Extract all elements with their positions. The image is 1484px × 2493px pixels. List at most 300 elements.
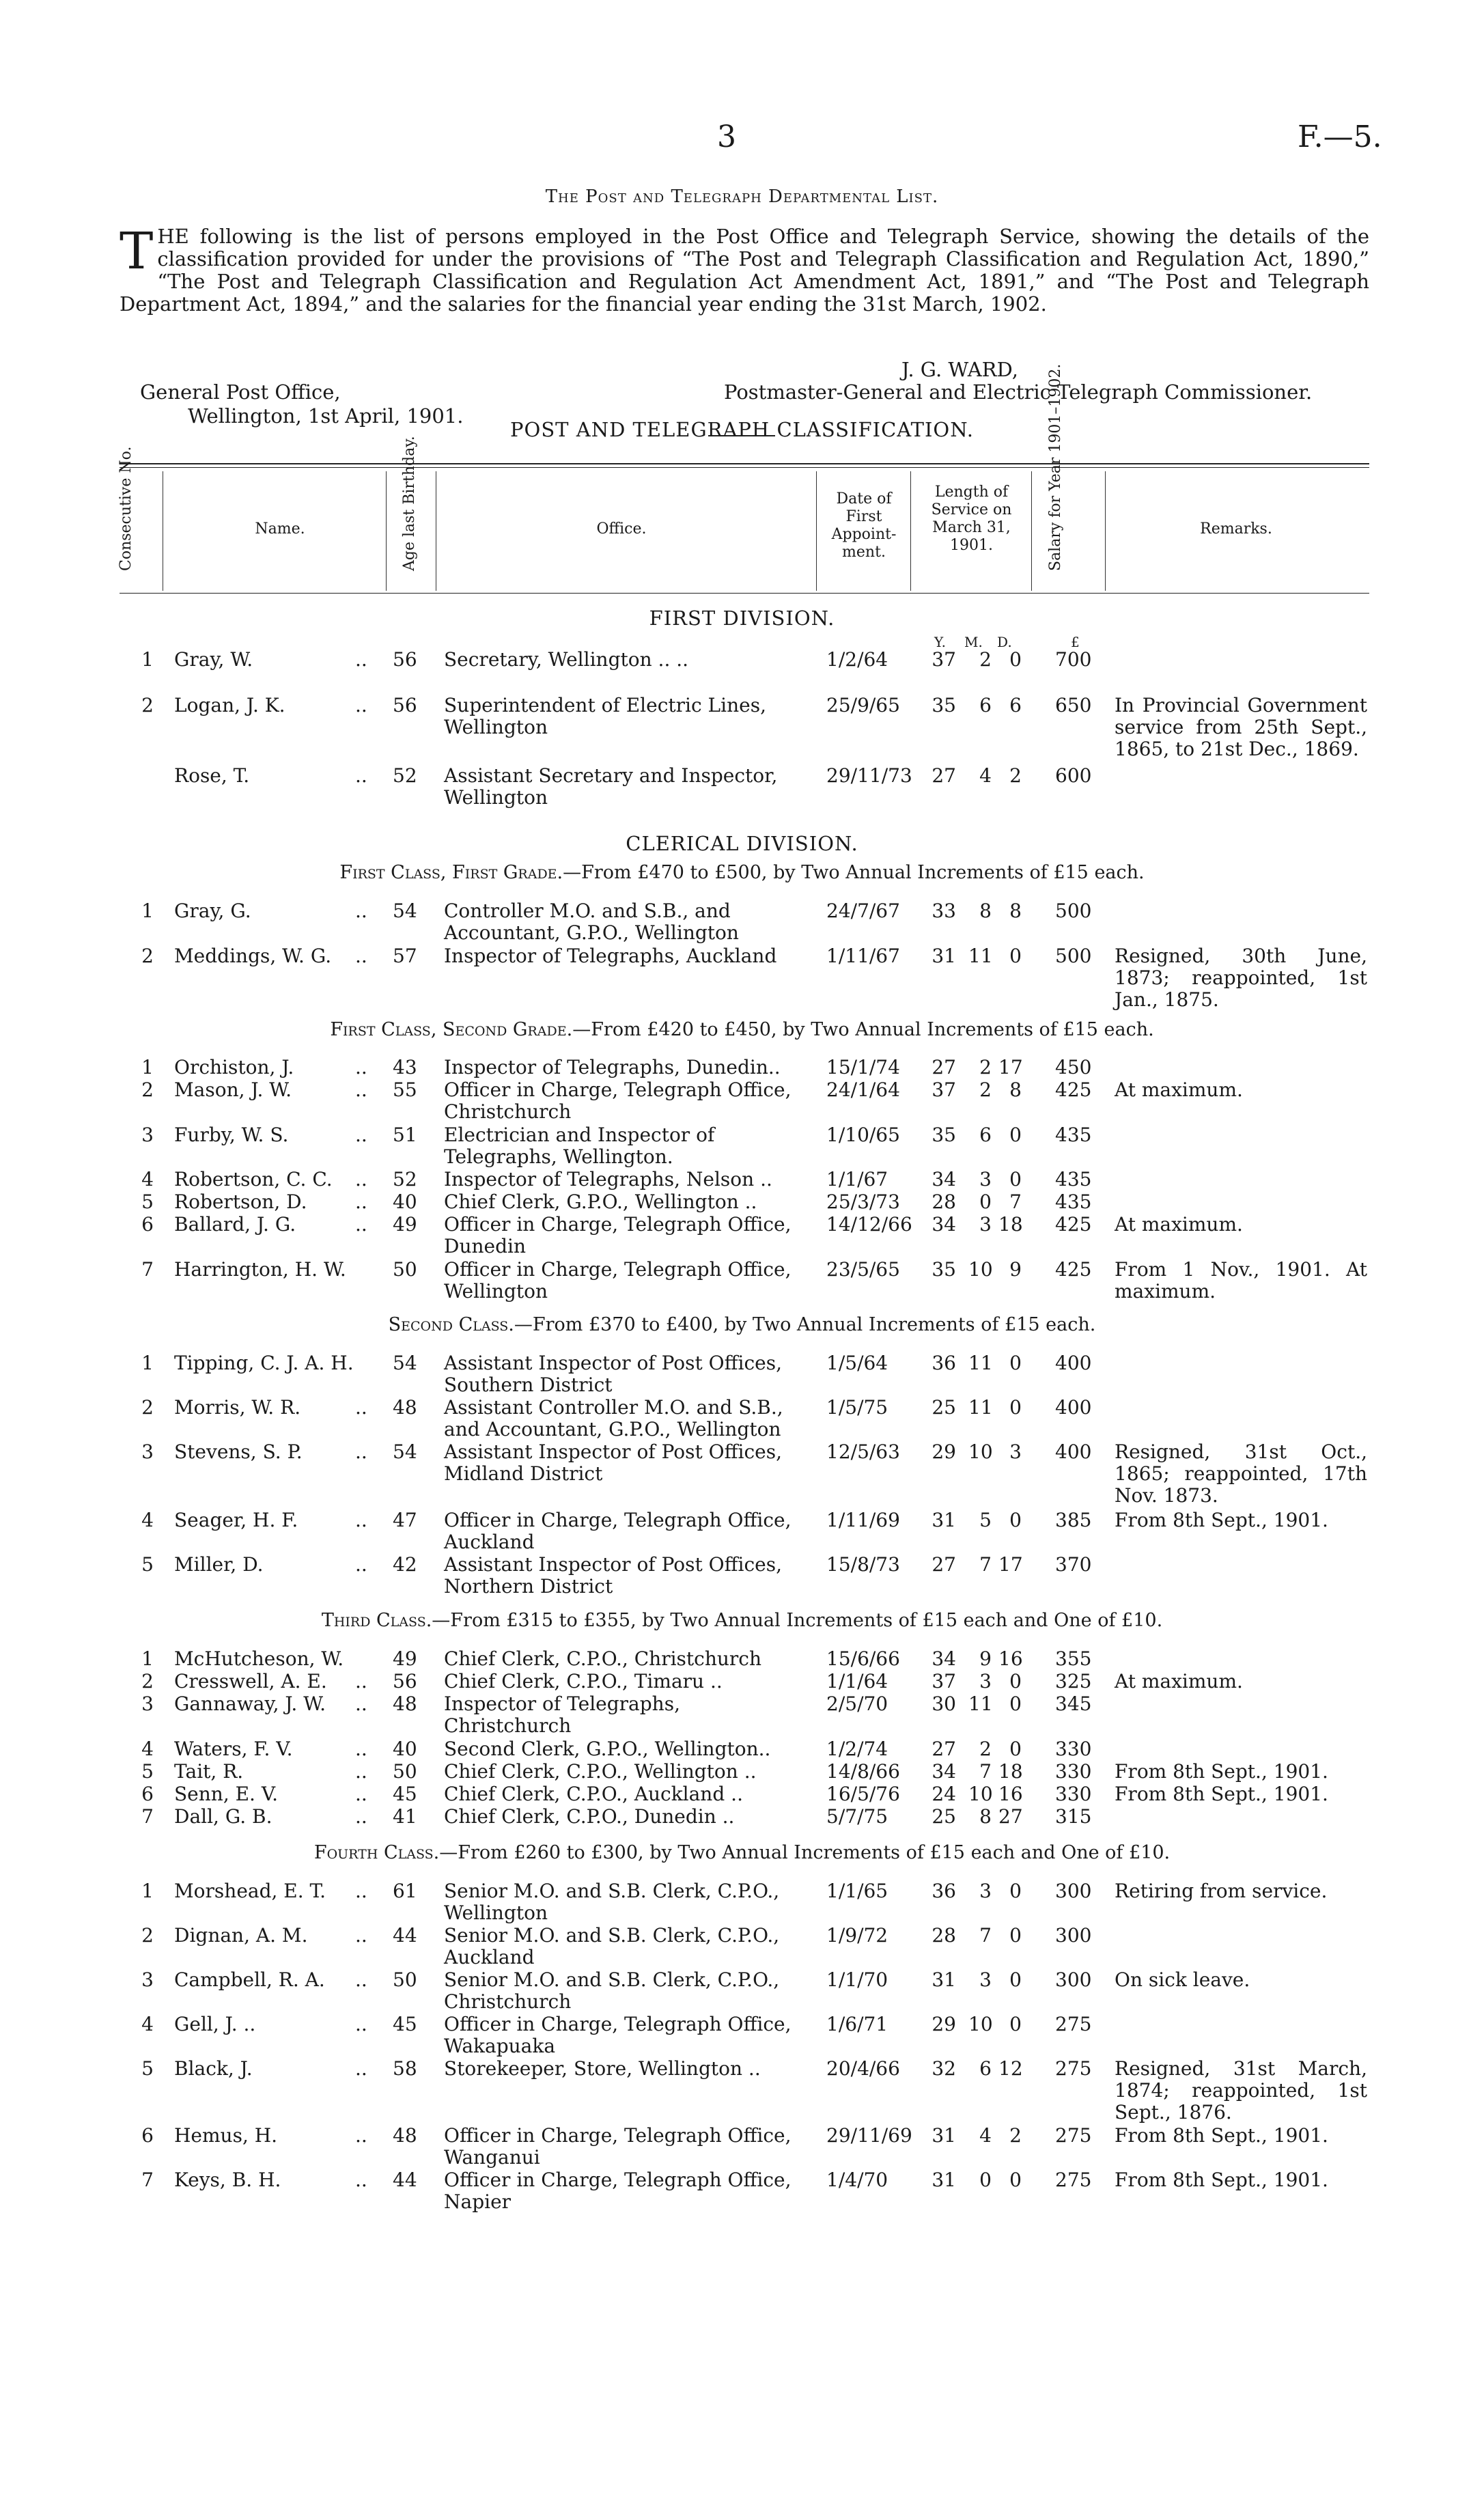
salary: 330 — [1055, 1738, 1092, 1760]
employee-name: Gray, G. — [174, 900, 251, 922]
employee-age: 48 — [393, 1396, 417, 1419]
leader-dots: .. — [355, 1396, 367, 1419]
row-number: 2 — [141, 1924, 154, 1947]
salary: 435 — [1055, 1124, 1092, 1146]
appointment-date: 23/5/65 — [826, 1258, 900, 1281]
row-number: 2 — [141, 1670, 154, 1693]
remarks: On sick leave. — [1115, 1968, 1250, 1991]
leader-dots: .. — [355, 1078, 367, 1101]
leader-dots: .. — [355, 1190, 367, 1213]
salary: 300 — [1055, 1924, 1092, 1947]
service-days: 0 — [1009, 1880, 1022, 1902]
row-number: 7 — [141, 2169, 154, 2191]
employee-age: 43 — [393, 1056, 417, 1078]
class-salary-range: —From £470 to £500, by Two Annual Increments of £15 each. — [563, 862, 1145, 883]
service-days: 8 — [1009, 900, 1022, 922]
employee-name: Robertson, C. C. — [174, 1168, 333, 1190]
row-number: 7 — [141, 1258, 154, 1281]
remarks: From 8th Sept., 1901. — [1115, 2169, 1328, 2191]
employee-age: 52 — [393, 1168, 417, 1190]
salary: 300 — [1055, 1968, 1092, 1991]
appointment-date: 1/2/74 — [826, 1738, 888, 1760]
row-number: 7 — [141, 1805, 154, 1828]
appointment-date: 2/5/70 — [826, 1693, 888, 1715]
section-title: FIRST DIVISION. — [649, 607, 835, 630]
service-days: 7 — [1009, 1190, 1022, 1213]
salary: 425 — [1055, 1213, 1092, 1236]
service-days: 16 — [998, 1783, 1023, 1805]
leader-dots: .. — [355, 648, 367, 671]
service-years: 30 — [932, 1693, 956, 1715]
leader-dots: .. — [355, 1805, 367, 1828]
row-number: 4 — [141, 1168, 154, 1190]
appointment-date: 29/11/69 — [826, 2124, 912, 2147]
leader-dots: .. — [355, 1213, 367, 1236]
leader-dots: .. — [355, 1670, 367, 1693]
salary: 345 — [1055, 1693, 1092, 1715]
leader-dots: .. — [355, 694, 367, 716]
service-days: 9 — [1009, 1258, 1022, 1281]
service-months: 3 — [979, 1213, 992, 1236]
service-days: 12 — [998, 2057, 1023, 2080]
employee-age: 58 — [393, 2057, 417, 2080]
unit-months: M. — [964, 634, 983, 650]
employee-name: Robertson, D. — [174, 1190, 307, 1213]
employee-office: Officer in Charge, Telegraph Office, Dunedin — [444, 1213, 792, 1257]
service-days: 17 — [998, 1553, 1023, 1576]
classification-title: POST AND TELEGRAPH CLASSIFICATION. — [510, 418, 974, 441]
column-rule — [386, 471, 387, 591]
class-salary-range: —From £420 to £450, by Two Annual Increments of £15 each. — [572, 1019, 1154, 1040]
salary: 450 — [1055, 1056, 1092, 1078]
service-months: 11 — [968, 1396, 993, 1419]
appointment-date: 14/8/66 — [826, 1760, 900, 1783]
employee-office: Second Clerk, G.P.O., Wellington.. — [444, 1738, 771, 1760]
signatory-office: General Post Office, — [140, 380, 341, 404]
employee-name: Logan, J. K. — [174, 694, 285, 716]
employee-name: Tait, R. — [174, 1760, 244, 1783]
employee-age: 40 — [393, 1738, 417, 1760]
remarks: Retiring from service. — [1115, 1880, 1328, 1902]
appointment-date: 1/11/69 — [826, 1509, 900, 1531]
salary: 325 — [1055, 1670, 1092, 1693]
employee-age: 55 — [393, 1078, 417, 1101]
class-subtitle — [0, 1842, 1484, 1863]
service-years: 29 — [932, 2013, 956, 2035]
employee-office: Superintendent of Electric Lines, Wellington — [444, 694, 766, 738]
leader-dots: .. — [355, 1924, 367, 1947]
employee-age: 45 — [393, 1783, 417, 1805]
employee-age: 42 — [393, 1553, 417, 1576]
salary: 400 — [1055, 1352, 1092, 1374]
employee-office: Senior M.O. and S.B. Clerk, C.P.O., Christchurch — [444, 1968, 780, 2013]
service-days: 16 — [998, 1647, 1023, 1670]
employee-age: 40 — [393, 1190, 417, 1213]
class-subtitle — [0, 1019, 1484, 1040]
col-header-length: Length of Service on March 31, 1901. — [931, 484, 1012, 554]
remarks: Resigned, 31st Oct., 1865; reappointed, 17th Nov. 1873. — [1115, 1440, 1367, 1507]
service-months: 5 — [979, 1509, 992, 1531]
col-header-remarks: Remarks. — [1200, 520, 1272, 538]
employee-office: Inspector of Telegraphs, Christchurch — [444, 1693, 680, 1737]
service-days: 0 — [1009, 1670, 1022, 1693]
employee-age: 54 — [393, 900, 417, 922]
appointment-date: 1/9/72 — [826, 1924, 888, 1947]
row-number: 2 — [141, 1396, 154, 1419]
salary: 500 — [1055, 900, 1092, 922]
unit-days: D. — [997, 634, 1012, 650]
row-number: 6 — [141, 1783, 154, 1805]
employee-name: Mason, J. W. — [174, 1078, 292, 1101]
row-number: 5 — [141, 1760, 154, 1783]
service-months: 3 — [979, 1968, 992, 1991]
service-days: 17 — [998, 1056, 1023, 1078]
appointment-date: 24/1/64 — [826, 1078, 900, 1101]
row-number: 1 — [141, 1880, 154, 1902]
class-name: First Class, Second Grade. — [330, 1019, 573, 1040]
service-months: 7 — [979, 1924, 992, 1947]
employee-age: 41 — [393, 1805, 417, 1828]
row-number: 3 — [141, 1968, 154, 1991]
appointment-date: 14/12/66 — [826, 1213, 912, 1236]
service-years: 32 — [932, 2057, 956, 2080]
employee-name: Harrington, H. W. — [174, 1258, 346, 1281]
col-header-name: Name. — [255, 520, 305, 538]
service-years: 27 — [932, 1056, 956, 1078]
service-years: 31 — [932, 1509, 956, 1531]
row-number: 1 — [141, 1352, 154, 1374]
employee-name: Gannaway, J. W. — [174, 1693, 326, 1715]
row-number: 1 — [141, 1647, 154, 1670]
salary: 275 — [1055, 2013, 1092, 2035]
employee-age: 50 — [393, 1258, 417, 1281]
service-days: 0 — [1009, 1396, 1022, 1419]
service-months: 10 — [968, 2013, 993, 2035]
remarks: From 8th Sept., 1901. — [1115, 1783, 1328, 1805]
service-months: 3 — [979, 1670, 992, 1693]
remarks: Resigned, 31st March, 1874; reappointed, 1st Sept., 1876. — [1115, 2057, 1367, 2123]
appointment-date: 1/11/67 — [826, 945, 900, 967]
employee-name: Keys, B. H. — [174, 2169, 281, 2191]
table-top-rule-inner — [120, 467, 1369, 468]
class-name: Second Class. — [388, 1314, 514, 1335]
service-years: 31 — [932, 1968, 956, 1991]
service-months: 2 — [979, 1056, 992, 1078]
signature-date: Wellington, 1st April, 1901. — [188, 404, 464, 428]
service-days: 0 — [1009, 1509, 1022, 1531]
service-days: 0 — [1009, 1968, 1022, 1991]
employee-age: 54 — [393, 1440, 417, 1463]
leader-dots: .. — [355, 1440, 367, 1463]
appointment-date: 1/10/65 — [826, 1124, 900, 1146]
employee-office: Officer in Charge, Telegraph Office, Wanganui — [444, 2124, 792, 2169]
signatory-name: J. G. WARD, — [901, 358, 1018, 381]
service-years: 25 — [932, 1805, 956, 1828]
service-months: 3 — [979, 1168, 992, 1190]
service-months: 6 — [979, 2057, 992, 2080]
col-header-date: Date of First Appoint-ment. — [831, 490, 897, 561]
leader-dots: .. — [355, 1124, 367, 1146]
appointment-date: 25/3/73 — [826, 1190, 900, 1213]
col-header-office: Office. — [596, 520, 647, 538]
service-days: 0 — [1009, 945, 1022, 967]
appointment-date: 1/6/71 — [826, 2013, 888, 2035]
employee-office: Officer in Charge, Telegraph Office, Napier — [444, 2169, 792, 2213]
employee-office: Inspector of Telegraphs, Auckland — [444, 945, 777, 967]
salary: 500 — [1055, 945, 1092, 967]
leader-dots: .. — [355, 1783, 367, 1805]
service-days: 0 — [1009, 648, 1022, 671]
service-months: 6 — [979, 1124, 992, 1146]
salary: 330 — [1055, 1783, 1092, 1805]
service-months: 0 — [979, 1190, 992, 1213]
service-months: 8 — [979, 1805, 992, 1828]
service-days: 6 — [1009, 694, 1022, 716]
service-days: 0 — [1009, 1738, 1022, 1760]
employee-name: Morris, W. R. — [174, 1396, 301, 1419]
page-number: 3 — [717, 120, 736, 154]
remarks: From 8th Sept., 1901. — [1115, 1509, 1328, 1531]
appointment-date: 1/5/75 — [826, 1396, 888, 1419]
appointment-date: 16/5/76 — [826, 1783, 900, 1805]
employee-name: Tipping, C. J. A. H. — [174, 1352, 354, 1374]
employee-office: Senior M.O. and S.B. Clerk, C.P.O., Auckland — [444, 1924, 780, 1968]
service-years: 27 — [932, 1553, 956, 1576]
service-years: 28 — [932, 1924, 956, 1947]
service-years: 34 — [932, 1213, 956, 1236]
service-years: 34 — [932, 1760, 956, 1783]
service-months: 9 — [979, 1647, 992, 1670]
col-header-age: Age last Birthday. — [401, 436, 418, 571]
appointment-date: 24/7/67 — [826, 900, 900, 922]
service-years: 27 — [932, 764, 956, 787]
appointment-date: 15/8/73 — [826, 1553, 900, 1576]
salary: 370 — [1055, 1553, 1092, 1576]
appointment-date: 5/7/75 — [826, 1805, 888, 1828]
salary: 275 — [1055, 2169, 1092, 2191]
salary: 385 — [1055, 1509, 1092, 1531]
leader-dots: .. — [355, 1738, 367, 1760]
document-reference: F.—5. — [1298, 120, 1382, 154]
service-days: 0 — [1009, 1693, 1022, 1715]
leader-dots: .. — [355, 1056, 367, 1078]
employee-name: Dall, G. B. — [174, 1805, 272, 1828]
employee-office: Inspector of Telegraphs, Nelson .. — [444, 1168, 772, 1190]
appointment-date: 25/9/65 — [826, 694, 900, 716]
service-months: 2 — [979, 1078, 992, 1101]
employee-age: 49 — [393, 1213, 417, 1236]
employee-age: 49 — [393, 1647, 417, 1670]
drop-cap: T — [120, 222, 154, 281]
service-months: 0 — [979, 2169, 992, 2191]
service-months: 10 — [968, 1783, 993, 1805]
appointment-date: 1/1/67 — [826, 1168, 888, 1190]
employee-office: Assistant Inspector of Post Offices, Midland District — [444, 1440, 782, 1485]
service-years: 31 — [932, 2169, 956, 2191]
row-number: 3 — [141, 1693, 154, 1715]
service-years: 31 — [932, 945, 956, 967]
employee-age: 56 — [393, 648, 417, 671]
employee-age: 56 — [393, 694, 417, 716]
class-salary-range: —From £260 to £300, by Two Annual Increments of £15 each and One of £10. — [439, 1842, 1171, 1863]
row-number: 4 — [141, 1509, 154, 1531]
appointment-date: 12/5/63 — [826, 1440, 900, 1463]
service-years: 36 — [932, 1352, 956, 1374]
service-years: 37 — [932, 1670, 956, 1693]
section-title: CLERICAL DIVISION. — [626, 832, 858, 855]
employee-office: Officer in Charge, Telegraph Office, Christchurch — [444, 1078, 792, 1123]
service-months: 6 — [979, 694, 992, 716]
employee-office: Officer in Charge, Telegraph Office, Wakapuaka — [444, 2013, 792, 2057]
intro-text: HE following is the list of persons employed in the Post Office and Telegraph Service, showing the details of the classification provided for under the provisions of “The Post and Telegraph Classification and Regulation Act, 1890,” “The Post and Telegraph Classification and Regulation Act Amendment Act, 1891,” and “The Post and Telegraph Department Act, 1894,” and the salaries for the financial year ending the 31st March, 1902. — [120, 225, 1369, 316]
service-days: 0 — [1009, 2013, 1022, 2035]
employee-office: Senior M.O. and S.B. Clerk, C.P.O., Wellington — [444, 1880, 780, 1924]
salary: 300 — [1055, 1880, 1092, 1902]
leader-dots: .. — [355, 2013, 367, 2035]
column-rule — [910, 471, 911, 591]
column-rule — [1105, 471, 1106, 591]
employee-office: Storekeeper, Store, Wellington .. — [444, 2057, 761, 2080]
class-name: Fourth Class. — [313, 1842, 440, 1863]
employee-name: Gell, J. .. — [174, 2013, 256, 2035]
service-months: 7 — [979, 1553, 992, 1576]
row-number: 5 — [141, 1190, 154, 1213]
appointment-date: 1/2/64 — [826, 648, 888, 671]
appointment-date: 29/11/73 — [826, 764, 912, 787]
employee-age: 56 — [393, 1670, 417, 1693]
employee-age: 52 — [393, 764, 417, 787]
unit-pound: £ — [1071, 634, 1080, 650]
intro-paragraph — [120, 222, 1369, 316]
employee-office: Inspector of Telegraphs, Dunedin.. — [444, 1056, 781, 1078]
employee-name: Furby, W. S. — [174, 1124, 289, 1146]
salary: 435 — [1055, 1190, 1092, 1213]
employee-age: 61 — [393, 1880, 417, 1902]
employee-name: Dignan, A. M. — [174, 1924, 308, 1947]
employee-office: Assistant Controller M.O. and S.B., and Accountant, G.P.O., Wellington — [444, 1396, 783, 1440]
employee-name: Gray, W. — [174, 648, 253, 671]
employee-name: Rose, T. — [174, 764, 250, 787]
employee-name: Stevens, S. P. — [174, 1440, 303, 1463]
remarks: From 8th Sept., 1901. — [1115, 2124, 1328, 2147]
employee-name: Seager, H. F. — [174, 1509, 298, 1531]
service-days: 0 — [1009, 2169, 1022, 2191]
employee-name: Campbell, R. A. — [174, 1968, 325, 1991]
service-years: 37 — [932, 1078, 956, 1101]
employee-office: Electrician and Inspector of Telegraphs, Wellington. — [444, 1124, 715, 1168]
signatory-title: Postmaster-General and Electric Telegraph Commissioner. — [724, 380, 1313, 404]
row-number: 1 — [141, 900, 154, 922]
employee-office: Officer in Charge, Telegraph Office, Auckland — [444, 1509, 792, 1553]
appointment-date: 1/1/64 — [826, 1670, 888, 1693]
employee-age: 47 — [393, 1509, 417, 1531]
employee-office: Assistant Inspector of Post Offices, Northern District — [444, 1553, 782, 1598]
leader-dots: .. — [355, 1509, 367, 1531]
row-number: 4 — [141, 2013, 154, 2035]
appointment-date: 1/4/70 — [826, 2169, 888, 2191]
service-months: 2 — [979, 1738, 992, 1760]
employee-age: 50 — [393, 1760, 417, 1783]
service-months: 8 — [979, 900, 992, 922]
class-salary-range: —From £370 to £400, by Two Annual Increments of £15 each. — [514, 1314, 1096, 1335]
service-months: 10 — [968, 1440, 993, 1463]
appointment-date: 1/5/64 — [826, 1352, 888, 1374]
employee-office: Assistant Secretary and Inspector, Wellington — [444, 764, 778, 809]
appointment-date: 15/1/74 — [826, 1056, 900, 1078]
service-months: 4 — [979, 764, 992, 787]
service-months: 4 — [979, 2124, 992, 2147]
row-number: 6 — [141, 2124, 154, 2147]
employee-age: 54 — [393, 1352, 417, 1374]
employee-name: Cresswell, A. E. — [174, 1670, 327, 1693]
employee-name: Senn, E. V. — [174, 1783, 279, 1805]
row-number: 5 — [141, 2057, 154, 2080]
leader-dots: .. — [355, 2124, 367, 2147]
remarks: From 1 Nov., 1901. At maximum. — [1115, 1258, 1367, 1303]
table-top-rule — [120, 463, 1369, 464]
employee-office: Chief Clerk, C.P.O., Wellington .. — [444, 1760, 757, 1783]
service-days: 18 — [998, 1760, 1023, 1783]
table-header-rule — [120, 593, 1369, 594]
leader-dots: .. — [355, 900, 367, 922]
salary: 650 — [1055, 694, 1092, 716]
service-days: 3 — [1009, 1440, 1022, 1463]
class-subtitle — [0, 1314, 1484, 1335]
row-number: 3 — [141, 1124, 154, 1146]
service-months: 11 — [968, 1352, 993, 1374]
employee-office: Chief Clerk, C.P.O., Auckland .. — [444, 1783, 743, 1805]
column-rule — [1031, 471, 1032, 591]
appointment-date: 20/4/66 — [826, 2057, 900, 2080]
remarks: In Provincial Government service from 25th Sept., 1865, to 21st Dec., 1869. — [1115, 694, 1367, 760]
employee-office: Officer in Charge, Telegraph Office, Wellington — [444, 1258, 792, 1303]
class-salary-range: —From £315 to £355, by Two Annual Increments of £15 each and One of £10. — [432, 1610, 1163, 1631]
employee-name: Black, J. — [174, 2057, 253, 2080]
row-number: 2 — [141, 694, 154, 716]
employee-age: 45 — [393, 2013, 417, 2035]
employee-office: Controller M.O. and S.B., and Accountant, G.P.O., Wellington — [444, 900, 739, 944]
service-days: 2 — [1009, 764, 1022, 787]
leader-dots: .. — [355, 945, 367, 967]
remarks: At maximum. — [1115, 1213, 1243, 1236]
service-years: 27 — [932, 1738, 956, 1760]
salary: 700 — [1055, 648, 1092, 671]
employee-name: Meddings, W. G. — [174, 945, 332, 967]
row-number: 3 — [141, 1440, 154, 1463]
employee-name: Ballard, J. G. — [174, 1213, 296, 1236]
service-years: 33 — [932, 900, 956, 922]
remarks: At maximum. — [1115, 1078, 1243, 1101]
row-number: 4 — [141, 1738, 154, 1760]
service-years: 35 — [932, 1258, 956, 1281]
row-number: 6 — [141, 1213, 154, 1236]
col-header-no: Consecutive No. — [117, 446, 135, 571]
salary: 330 — [1055, 1760, 1092, 1783]
page-title: The Post and Telegraph Departmental List. — [545, 186, 939, 207]
leader-dots: .. — [355, 1760, 367, 1783]
salary: 435 — [1055, 1168, 1092, 1190]
salary: 275 — [1055, 2124, 1092, 2147]
salary: 425 — [1055, 1258, 1092, 1281]
service-days: 27 — [998, 1805, 1023, 1828]
employee-name: Miller, D. — [174, 1553, 264, 1576]
service-years: 35 — [932, 694, 956, 716]
service-months: 2 — [979, 648, 992, 671]
employee-age: 57 — [393, 945, 417, 967]
employee-office: Secretary, Wellington .. .. — [444, 648, 689, 671]
column-rule — [816, 471, 817, 591]
employee-age: 48 — [393, 2124, 417, 2147]
